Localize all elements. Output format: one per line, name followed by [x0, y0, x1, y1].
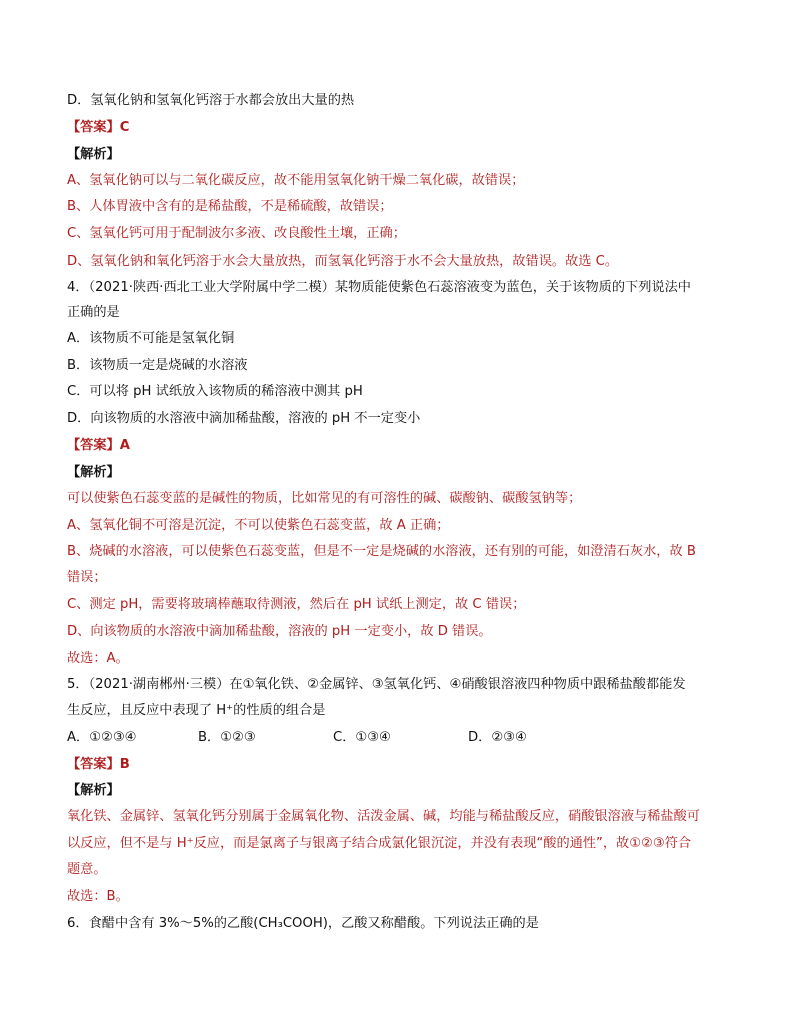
q3-option-d: D．氢氧化钠和氢氧化钙溶于水都会放出大量的热 — [67, 93, 355, 108]
q5-analysis-label: 【解析】 — [67, 783, 120, 798]
q4-analysis-line: 可以使紫色石蕊变蓝的是碱性的物质，比如常见的有可溶性的碱、碳酸钠、碳酸氢钠等； — [67, 491, 582, 506]
q5-option-c: C．①③④ — [333, 730, 391, 745]
q4-analysis-line: A、氢氧化铜不可溶是沉淀，不可以使紫色石蕊变蓝，故 A 正确； — [67, 518, 450, 533]
q5-analysis-line: 以反应，但不是与 H⁺反应，而是氯离子与银离子结合成氯化银沉淀，并没有表现“酸的通性”，故①②③符合 — [67, 836, 692, 851]
q6-stem: 6．食醋中含有 3%～5%的乙酸(CH₃COOH)，乙酸又称醋酸。下列说法正确的是 — [67, 916, 539, 931]
q4-answer: 【答案】A — [67, 438, 130, 453]
q5-option-b: B．①②③ — [198, 730, 256, 745]
q5-stem-line: 生反应，且反应中表现了 H⁺的性质的组合是 — [67, 703, 326, 718]
q3-analysis-line: A、氢氧化钠可以与二氧化碳反应，故不能用氢氧化钠干燥二氧化碳，故错误； — [67, 173, 525, 188]
q5-option-d: D．②③④ — [468, 730, 527, 745]
q5-stem-line: 5．（2021·湖南郴州·三模）在①氧化铁、②金属锌、③氢氧化钙、④硝酸银溶液四种物质中跟稀盐酸都能发 — [67, 677, 686, 692]
q5-conclusion: 故选：B。 — [67, 889, 129, 904]
q4-analysis-line: B、烧碱的水溶液，可以使紫色石蕊变蓝，但是不一定是烧碱的水溶液，还有别的可能，如澄清石灰水，故 B — [67, 544, 696, 559]
q4-analysis-line: C、测定 pH，需要将玻璃棒蘸取待测液，然后在 pH 试纸上测定，故 C 错误； — [67, 597, 526, 612]
q3-analysis-label: 【解析】 — [67, 147, 120, 162]
q5-analysis-line: 题意。 — [67, 862, 107, 877]
q4-analysis-line: 错误； — [67, 570, 107, 585]
q4-option-b: B．该物质一定是烧碱的水溶液 — [67, 358, 248, 373]
q4-analysis-label: 【解析】 — [67, 465, 120, 480]
q4-option-d: D．向该物质的水溶液中滴加稀盐酸，溶液的 pH 不一定变小 — [67, 411, 421, 426]
q4-analysis-line: D、向该物质的水溶液中滴加稀盐酸，溶液的 pH 一定变小，故 D 错误。 — [67, 624, 492, 639]
q5-answer: 【答案】B — [67, 757, 130, 772]
q4-conclusion: 故选：A。 — [67, 651, 129, 666]
q3-analysis-line: B、人体胃液中含有的是稀盐酸，不是稀硫酸，故错误； — [67, 199, 393, 214]
q4-stem-line: 4．（2021·陕西·西北工业大学附属中学二模）某物质能使紫色石蕊溶液变为蓝色，关于该物质的下列说法中 — [67, 280, 691, 295]
q5-options-row — [67, 729, 727, 747]
q4-stem-line: 正确的是 — [67, 305, 120, 320]
q5-analysis-line: 氧化铁、金属锌、氢氧化钙分别属于金属氧化物、活泼金属、碱，均能与稀盐酸反应，硝酸银溶液与稀盐酸可 — [67, 809, 700, 824]
q5-option-a: A．①②③④ — [67, 730, 137, 745]
q4-option-a: A．该物质不可能是氢氧化铜 — [67, 331, 235, 346]
q3-analysis-line: C、氢氧化钙可用于配制波尔多液、改良酸性土壤，正确； — [67, 226, 406, 241]
q3-analysis-line: D、氢氧化钠和氧化钙溶于水会大量放热，而氢氧化钙溶于水不会大量放热，故错误。故选 C。 — [67, 254, 619, 269]
q3-answer: 【答案】C — [67, 120, 130, 135]
q4-option-c: C．可以将 pH 试纸放入该物质的稀溶液中测其 pH — [67, 384, 363, 399]
